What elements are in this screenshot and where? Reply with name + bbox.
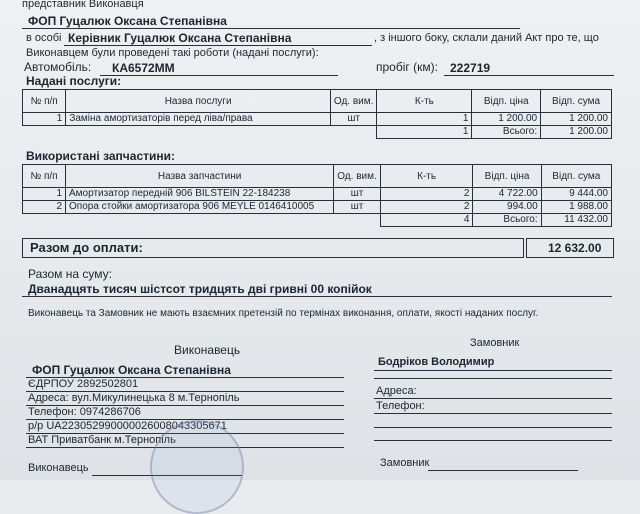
executor-phone: Телефон: 0974286706: [28, 406, 141, 418]
contractor-underline: [22, 28, 520, 29]
executor-bank: ВАТ Приватбанк м.Тернопіль: [28, 434, 176, 446]
row-unit: шт: [334, 188, 381, 201]
row-price: 1 200.00: [472, 113, 541, 126]
col-unit: Од. вим.: [334, 165, 381, 188]
row-unit: шт: [334, 201, 381, 214]
row-price: 994.00: [473, 201, 541, 214]
executor-account: р/р UA223052990000026008043305671: [28, 420, 227, 432]
table-row: [23, 201, 612, 214]
parts-total-sum: 11 432.00: [541, 214, 611, 227]
row-name: Опора стойки амортизатора 906 MEYLE 0146410005: [66, 201, 334, 214]
person-underline: [64, 45, 372, 46]
executor-edrpou: ЄДРПОУ 2892502801: [28, 378, 139, 390]
mileage-underline: [444, 75, 614, 76]
col-sum: Відп. сума: [541, 165, 611, 188]
person-suffix: , з іншого боку, склали даний Акт про те, що: [374, 32, 599, 44]
services-title: Надані послуги:: [26, 74, 122, 88]
col-qty: К-ть: [377, 90, 472, 113]
parts-total-label: Всього:: [473, 214, 541, 227]
executor-name: ФОП Гуцалюк Оксана Степанівна: [32, 363, 231, 377]
executor-address: Адреса: вул.Микулинецька 8 м.Тернопіль: [28, 392, 240, 404]
col-price: Відп. ціна: [473, 165, 541, 188]
customer-extra-underline: [374, 378, 612, 379]
col-unit: Од. вим.: [330, 90, 377, 113]
col-number: № п/п: [23, 165, 66, 188]
customer-address-label: Адреса:: [376, 385, 417, 397]
customer-blank-underline-1: [374, 427, 612, 428]
customer-address-underline: [374, 398, 612, 399]
row-qty: 1: [377, 113, 472, 126]
sum-words-value: Дванадцять тисяч шістсот тридцять дві гривні 00 копійок: [28, 282, 372, 296]
col-qty: К-ть: [380, 165, 473, 188]
row-qty: 2: [380, 201, 473, 214]
customer-phone-label: Телефон:: [376, 400, 425, 412]
row-name: Заміна амортизаторів перед ліва/права: [66, 113, 331, 126]
row-qty: 2: [380, 188, 473, 201]
parts-table: [22, 164, 612, 227]
services-header-row: [23, 90, 612, 113]
statement-text: Виконавець та Замовник не мають взаємних претензій по термінах виконання, оплати, якості наданих послуг.: [28, 308, 539, 319]
customer-phone-underline: [374, 413, 612, 414]
customer-sign-line: [428, 470, 578, 471]
row-unit: шт: [330, 113, 377, 126]
row-sum: 1 200.00: [541, 113, 612, 126]
col-sum: Відп. сума: [541, 90, 612, 113]
parts-total-row: [23, 214, 612, 227]
customer-name-underline: [374, 370, 612, 371]
table-row: [23, 188, 612, 201]
row-number: 1: [23, 188, 66, 201]
stamp-seal-icon: [150, 420, 244, 514]
grand-total-label: Разом до оплати:: [30, 240, 143, 255]
table-row: [23, 113, 612, 126]
parts-title: Використані запчастини:: [26, 149, 175, 163]
parts-total-qty: 4: [380, 214, 473, 227]
person-prefix: в особі: [26, 32, 62, 44]
col-price: Відп. ціна: [472, 90, 541, 113]
row-sum: 9 444.00: [541, 188, 611, 201]
row-name: Амортизатор передній 906 BILSTEIN 22-184238: [66, 188, 334, 201]
contractor-name: ФОП Гуцалюк Оксана Степанівна: [28, 14, 227, 28]
customer-blank-underline-2: [374, 440, 612, 441]
executor-sign-label: Виконавець: [28, 462, 89, 474]
parts-header-row: [23, 165, 612, 188]
executor-heading: Виконавець: [174, 343, 241, 357]
grand-total-value: 12 632.00: [548, 241, 602, 255]
customer-heading: Замовник: [470, 337, 520, 349]
col-part-name: Назва запчастини: [66, 165, 334, 188]
services-table: [22, 89, 612, 139]
customer-name: Бодріков Володимир: [378, 356, 495, 368]
mileage-label: пробіг (км):: [376, 60, 438, 74]
row-sum: 1 988.00: [541, 201, 611, 214]
sum-words-underline: [22, 296, 612, 297]
person-name: Керівник Гуцалюк Оксана Степанівна: [68, 31, 292, 45]
row-price: 4 722.00: [473, 188, 541, 201]
works-line: Виконавцем були проведені такі роботи (надані послуги):: [26, 47, 319, 59]
mileage-value: 222719: [450, 61, 491, 75]
car-label: Автомобіль:: [24, 60, 92, 74]
sum-words-label: Разом на суму:: [28, 267, 112, 281]
services-total-sum: 1 200.00: [541, 126, 612, 139]
car-underline: [100, 75, 338, 76]
row-number: 2: [23, 201, 66, 214]
car-value: КА6572ММ: [112, 61, 175, 75]
services-total-row: [23, 126, 612, 139]
col-number: № п/п: [23, 90, 66, 113]
services-total-label: Всього:: [472, 126, 541, 139]
row-number: 1: [23, 113, 66, 126]
top-text: представник Виконавця: [22, 0, 144, 10]
customer-sign-label: Замовник: [380, 457, 430, 469]
col-service-name: Назва послуги: [66, 90, 331, 113]
services-total-qty: 1: [377, 126, 472, 139]
